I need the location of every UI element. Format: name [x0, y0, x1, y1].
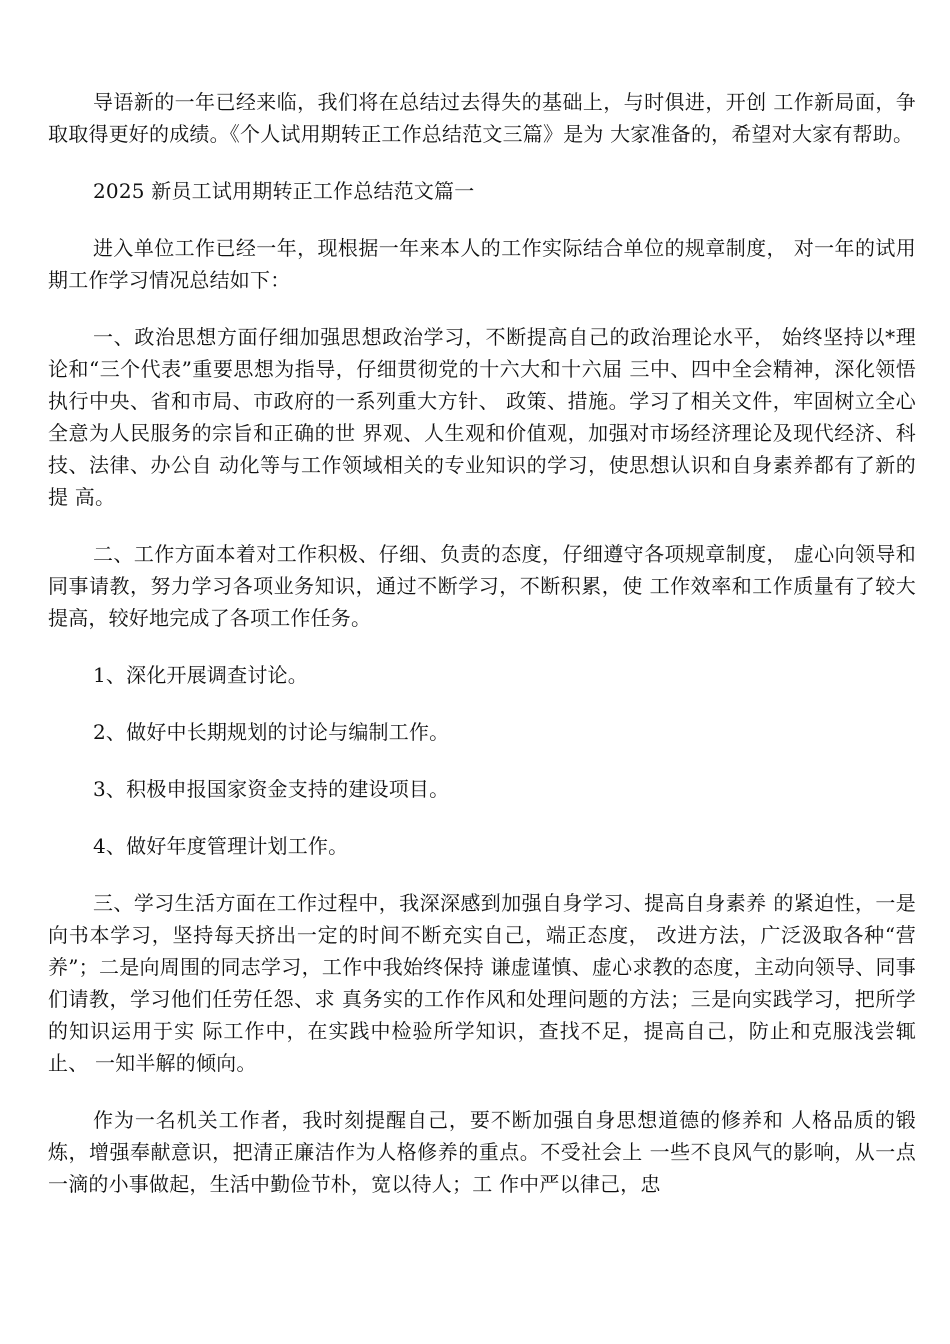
intro-paragraph: 导语新的一年已经来临，我们将在总结过去得失的基础上，与时俱进，开创 工作新局面，争取取得更好的成绩。《个人试用期转正工作总结范文三篇》是为 大家准备的，希望对大家有帮助。	[48, 90, 916, 146]
paragraph-5: 作为一名机关工作者，我时刻提醒自己，要不断加强自身思想道德的修养和 人格品质的锻炼，增强奉献意识，把清正廉洁作为人格修养的重点。不受社会上 一些不良风气的影响，从一点一滴的小事做起，生活中勤俭节朴，宽以待人；工 作中严以律己，忠	[48, 1108, 916, 1196]
list-item-4: 4、做好年度管理计划工作。	[93, 834, 349, 858]
section-heading: 2025 新员工试用期转正工作总结范文篇一	[93, 179, 475, 203]
paragraph-4: 三、学习生活方面在工作过程中，我深深感到加强自身学习、提高自身素养 的紧迫性，一是向书本学习，坚持每天挤出一定的时间不断充实自己，端正态度， 改进方法，广泛汲取各种“营养”；二是向周围的同志学习，工作中我始终保持 谦虚谨慎、虚心求教的态度，主动向领导、同事们请教，学习他们任劳任怨、求 真务实的工作作风和处理问题的方法；三是向实践学习，把所学的知识运用于实 际工作中，在实践中检验所学知识，查找不足，提高自己，防止和克服浅尝辄止、 一知半解的倾向。	[48, 891, 916, 1075]
paragraph-3: 二、工作方面本着对工作积极、仔细、负责的态度，仔细遵守各项规章制度， 虚心向领导和同事请教，努力学习各项业务知识，通过不断学习，不断积累，使 工作效率和工作质量有了较大提高，较好地完成了各项工作任务。	[48, 542, 916, 630]
paragraph-1: 进入单位工作已经一年，现根据一年来本人的工作实际结合单位的规章制度， 对一年的试用期工作学习情况总结如下：	[48, 236, 916, 292]
document-page	[48, 86, 916, 1225]
paragraph-2: 一、政治思想方面仔细加强思想政治学习，不断提高自己的政治理论水平， 始终坚持以*理论和“三个代表”重要思想为指导，仔细贯彻党的十六大和十六届 三中、四中全会精神，深化领悟执行中央、省和市局、市政府的一系列重大方针、 政策、措施。学习了相关文件，牢固树立全心全意为人民服务的宗旨和正确的世 界观、人生观和价值观，加强对市场经济理论及现代经济、科技、法律、办公自 动化等与工作领域相关的专业知识的学习，使思想认识和自身素养都有了新的提 高。	[48, 325, 916, 509]
list-item-2: 2、做好中长期规划的讨论与编制工作。	[93, 720, 450, 744]
list-item-1: 1、深化开展调查讨论。	[93, 663, 308, 687]
list-item-3: 3、积极申报国家资金支持的建设项目。	[93, 777, 450, 801]
